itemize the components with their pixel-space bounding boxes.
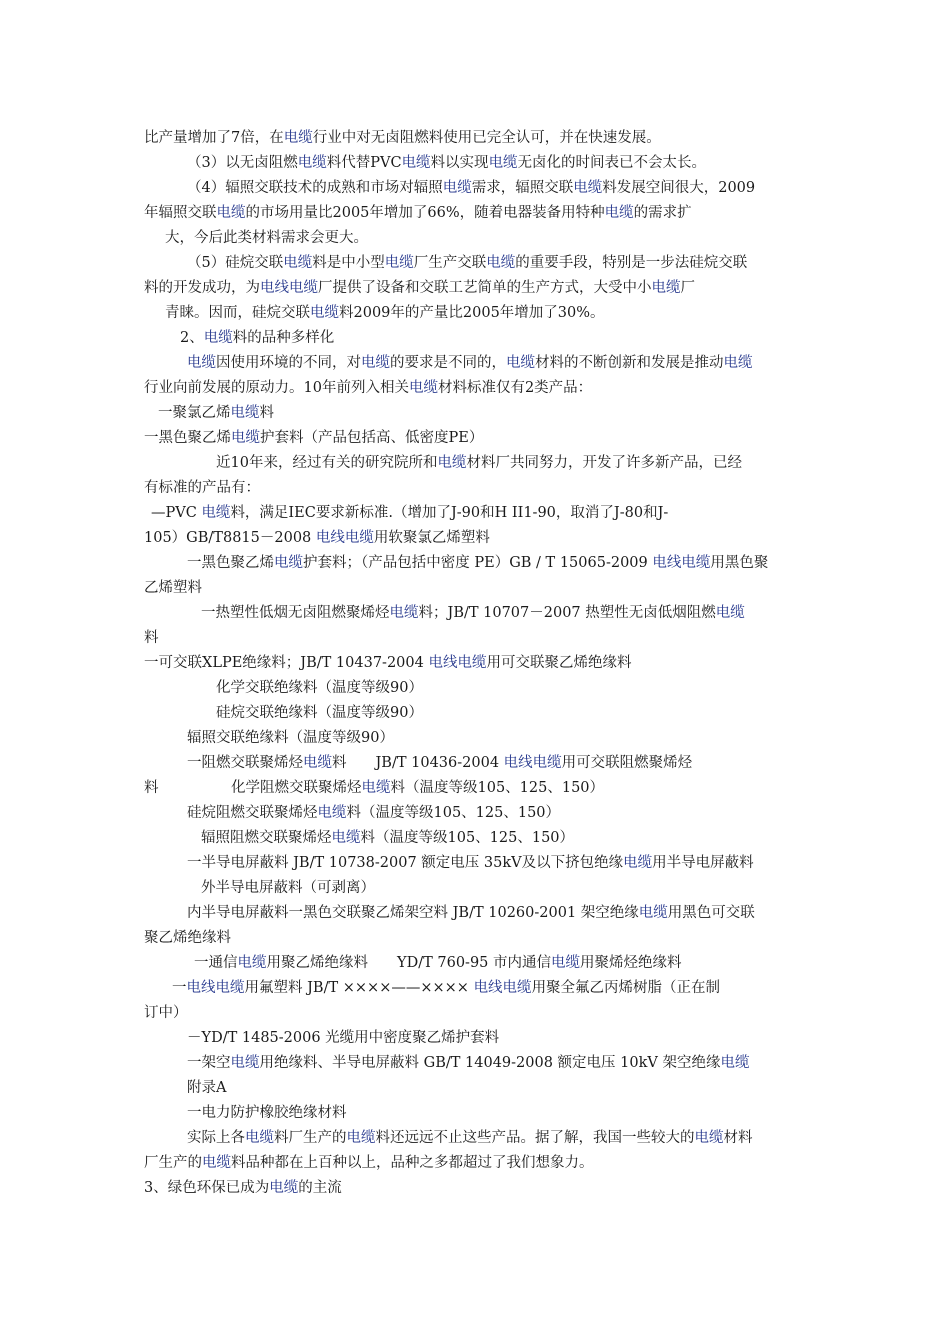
- text-line: [144, 128, 661, 148]
- text-segment: （4）辐照交联技术的成熟和市场对辐照: [187, 180, 443, 196]
- list-item: [172, 978, 720, 998]
- keyword-link[interactable]: 电缆: [720, 1055, 750, 1071]
- text-line: [187, 178, 755, 198]
- keyword-link[interactable]: 电缆: [346, 1130, 376, 1146]
- text-segment: 料品种都在上百种以上，品种之多都超过了我们想象力。: [231, 1155, 594, 1171]
- keyword-link[interactable]: 电缆: [604, 205, 634, 221]
- text-line: [165, 228, 368, 248]
- keyword-link[interactable]: 电缆: [408, 380, 438, 396]
- text-segment: 行业中对无卤阻燃料使用已完全认可，并在快速发展。: [312, 130, 661, 146]
- text-line: [187, 903, 755, 923]
- text-segment: 乙烯塑料: [144, 580, 202, 596]
- text-segment: 需求，辐照交联: [471, 180, 574, 196]
- text-segment: 内半导电屏蔽料一黑色交联聚乙烯架空料 JB/T 10260-2001 架空绝缘: [187, 905, 639, 921]
- text-segment: 料是中小型: [312, 255, 385, 271]
- text-segment: 105）GB/T8815－2008: [144, 530, 316, 546]
- keyword-link[interactable]: 电缆: [274, 555, 303, 571]
- text-segment: 一电力防护橡胶绝缘材料: [187, 1105, 347, 1121]
- text-segment: 用可交联阻燃聚烯烃: [561, 755, 693, 771]
- text-segment: 用聚烯烃绝缘料: [580, 955, 682, 971]
- text-segment: 比产量增加了7倍，在: [144, 130, 284, 146]
- text-line: [187, 728, 394, 748]
- text-segment: 外半导电屏蔽料（可剥离）: [201, 880, 375, 896]
- text-segment: 的需求扩: [633, 205, 692, 221]
- keyword-link[interactable]: 电缆: [201, 505, 231, 521]
- text-segment: 一阻燃交联聚烯烃: [187, 755, 303, 771]
- keyword-link[interactable]: 电缆: [187, 355, 216, 371]
- text-segment: 料2009年的产量比2005年增加了30%。: [339, 305, 605, 321]
- text-line: [144, 778, 604, 798]
- text-line: [165, 303, 605, 323]
- text-line: [144, 478, 260, 498]
- keyword-link[interactable]: 电线电缆: [473, 980, 532, 996]
- text-segment: （5）硅烷交联: [187, 255, 284, 271]
- keyword-link[interactable]: 电缆: [715, 605, 745, 621]
- text-segment: 年辐照交联: [144, 205, 217, 221]
- keyword-link[interactable]: 电缆: [297, 155, 327, 171]
- keyword-link[interactable]: 电线电缆: [260, 280, 318, 296]
- list-item: [151, 503, 668, 523]
- text-segment: 行业向前发展的原动力。10年前列入相关: [144, 380, 409, 396]
- text-line: [144, 278, 695, 298]
- text-line: [187, 803, 560, 823]
- keyword-link[interactable]: 电缆: [283, 255, 313, 271]
- list-item: [187, 853, 754, 873]
- text-segment: 的重要手段，特别是一步法硅烷交联: [515, 255, 748, 271]
- section-heading: [180, 328, 334, 348]
- text-line: [187, 153, 706, 173]
- keyword-link[interactable]: 电线电缆: [503, 755, 562, 771]
- text-segment: 料；JB/T 10707－2007 热塑性无卤低烟阻燃: [418, 605, 716, 621]
- keyword-link[interactable]: 电线电缆: [315, 530, 374, 546]
- keyword-link[interactable]: 电线电缆: [428, 655, 487, 671]
- keyword-link[interactable]: 电缆: [310, 305, 339, 321]
- list-item: [194, 953, 682, 973]
- text-segment: 用半导电屏蔽料: [652, 855, 754, 871]
- text-segment: 3、绿色环保已成为: [144, 1180, 270, 1196]
- text-line: [216, 678, 423, 698]
- text-segment: 料: [259, 405, 274, 421]
- list-item: [187, 1103, 347, 1123]
- keyword-link[interactable]: 电缆: [237, 955, 267, 971]
- text-segment: 有标准的产品有：: [144, 480, 260, 496]
- text-segment: 料，满足IEC要求新标准.（增加了J-90和H II1-90，取消了J-80和J-: [230, 505, 669, 521]
- text-segment: 料的开发成功，为: [144, 280, 260, 296]
- list-item: [187, 753, 692, 773]
- keyword-link[interactable]: 电缆: [638, 905, 668, 921]
- text-segment: 聚乙烯绝缘料: [144, 930, 231, 946]
- text-segment: 辐照阻燃交联聚烯烃: [201, 830, 332, 846]
- text-segment: —PVC: [151, 505, 202, 521]
- text-segment: 料发展空间很大，2009: [602, 180, 756, 196]
- text-segment: 的市场用量比2005年增加了66%，随着电器装备用特种: [245, 205, 605, 221]
- text-segment: （3）以无卤阻燃: [187, 155, 298, 171]
- text-segment: 料以实现: [430, 155, 489, 171]
- keyword-link[interactable]: 电缆: [361, 355, 390, 371]
- list-item: [144, 653, 631, 673]
- text-line: [144, 528, 490, 548]
- text-segment: 的主流: [298, 1180, 342, 1196]
- text-segment: 厂: [680, 280, 695, 296]
- keyword-link[interactable]: 电缆: [651, 280, 681, 296]
- text-segment: 用聚乙烯绝缘料 YD/T 760-95 市内通信: [266, 955, 551, 971]
- text-segment: 用聚全氟乙丙烯树脂（正在制: [531, 980, 721, 996]
- text-segment: 厂生产的: [144, 1155, 202, 1171]
- text-segment: 硅烷交联绝缘料（温度等级90）: [216, 705, 423, 721]
- text-segment: 厂提供了设备和交联工艺简单的生产方式，大受中小: [318, 280, 652, 296]
- text-segment: 青睐。因而，硅烷交联: [165, 305, 310, 321]
- text-segment: 护套料；（产品包括中密度 PE）GB / T 15065-2009: [303, 555, 653, 571]
- text-segment: 材料: [723, 1130, 753, 1146]
- keyword-link[interactable]: 电缆: [486, 255, 516, 271]
- text-segment: 料（温度等级105、125、150）: [390, 780, 605, 796]
- text-segment: 料: [144, 630, 159, 646]
- keyword-link[interactable]: 电缆: [230, 1055, 260, 1071]
- keyword-link[interactable]: 电缆: [573, 180, 603, 196]
- section-heading: [144, 1178, 342, 1198]
- text-segment: 一热塑性低烟无卤阻燃聚烯烃: [201, 605, 390, 621]
- text-line: [201, 828, 574, 848]
- text-line: [216, 453, 742, 473]
- text-line: [187, 253, 747, 273]
- text-line: [144, 578, 202, 598]
- text-segment: 的要求是不同的，: [390, 355, 506, 371]
- keyword-link[interactable]: 电缆: [283, 130, 313, 146]
- keyword-link[interactable]: 电缆: [230, 405, 260, 421]
- text-segment: 料代替PVC: [326, 155, 402, 171]
- text-segment: 料厂生产的: [274, 1130, 347, 1146]
- list-item: [201, 603, 745, 623]
- keyword-link[interactable]: 电缆: [303, 755, 332, 771]
- text-segment: 材料标准仅有2类产品：: [437, 380, 593, 396]
- text-segment: 一黑色聚乙烯: [144, 430, 231, 446]
- text-segment: 用绝缘料、半导电屏蔽料 GB/T 14049-2008 额定电压 10kV 架空绝缘: [259, 1055, 721, 1071]
- text-segment: 材料厂共同努力，开发了许多新产品，已经: [466, 455, 742, 471]
- text-line: [144, 928, 231, 948]
- keyword-link[interactable]: 电缆: [488, 155, 518, 171]
- text-segment: 料（温度等级105、125、150）: [360, 830, 575, 846]
- keyword-link[interactable]: 电缆: [203, 330, 233, 346]
- text-segment: 硅烷阻燃交联聚烯烃: [187, 805, 318, 821]
- keyword-link[interactable]: 电缆: [245, 1130, 274, 1146]
- text-line: [187, 1078, 226, 1098]
- text-segment: 无卤化的时间表已不会太长。: [517, 155, 707, 171]
- keyword-link[interactable]: 电缆: [331, 830, 361, 846]
- text-segment: 料（温度等级105、125、150）: [346, 805, 561, 821]
- text-line: [144, 628, 159, 648]
- text-segment: 用黑色聚: [710, 555, 769, 571]
- keyword-link[interactable]: 电缆: [437, 455, 467, 471]
- keyword-link[interactable]: 电缆: [384, 255, 414, 271]
- keyword-link[interactable]: 电缆: [317, 805, 347, 821]
- text-line: [187, 353, 753, 373]
- keyword-link[interactable]: 电缆: [623, 855, 653, 871]
- list-item: [187, 1053, 749, 1073]
- text-segment: 辐照交联绝缘料（温度等级90）: [187, 730, 394, 746]
- keyword-link[interactable]: 电缆: [389, 605, 419, 621]
- text-segment: 附录A: [187, 1080, 227, 1096]
- text-line: [201, 878, 375, 898]
- text-segment: 大，今后此类材料需求会更大。: [165, 230, 368, 246]
- text-segment: 一通信: [194, 955, 238, 971]
- text-segment: 一: [172, 980, 187, 996]
- text-line: [216, 703, 423, 723]
- list-item: [144, 428, 483, 448]
- keyword-link[interactable]: 电缆: [231, 430, 260, 446]
- keyword-link[interactable]: 电缆: [202, 1155, 231, 1171]
- text-segment: 一黑色聚乙烯: [187, 555, 274, 571]
- keyword-link[interactable]: 电线电缆: [652, 555, 711, 571]
- keyword-link[interactable]: 电缆: [723, 355, 753, 371]
- text-line: [144, 1153, 594, 1173]
- text-segment: 一架空: [187, 1055, 231, 1071]
- text-segment: 用氟塑料 JB/T ××××——××××: [244, 980, 474, 996]
- text-segment: 化学交联绝缘料（温度等级90）: [216, 680, 423, 696]
- text-segment: 2、: [180, 330, 204, 346]
- text-segment: 订中）: [144, 1005, 188, 1021]
- text-segment: 用黑色可交联: [667, 905, 755, 921]
- keyword-link[interactable]: 电缆: [551, 955, 580, 971]
- list-item: [187, 553, 768, 573]
- text-segment: 护套料（产品包括高、低密度PE）: [260, 430, 484, 446]
- text-segment: 实际上各: [187, 1130, 245, 1146]
- text-line: [144, 378, 592, 398]
- text-segment: 厂生产交联: [413, 255, 487, 271]
- text-segment: 料还远远不止这些产品。据了解，我国一些较大的: [375, 1130, 695, 1146]
- text-segment: 一聚氯乙烯: [158, 405, 231, 421]
- text-segment: 一半导电屏蔽料 JB/T 10738-2007 额定电压 35kV及以下挤包绝缘: [187, 855, 624, 871]
- text-segment: 料 化学阻燃交联聚烯烃: [144, 780, 362, 796]
- text-segment: 料 JB/T 10436-2004: [332, 755, 504, 771]
- list-item: [158, 403, 274, 423]
- text-segment: 因使用环境的不同，对: [216, 355, 361, 371]
- list-item: [187, 1028, 499, 1048]
- text-line: [187, 1128, 753, 1148]
- keyword-link[interactable]: 电缆: [694, 1130, 724, 1146]
- text-segment: －YD/T 1485-2006 光缆用中密度聚乙烯护套料: [187, 1030, 500, 1046]
- keyword-link[interactable]: 电缆: [269, 1180, 299, 1196]
- text-segment: 材料的不断创新和发展是推动: [535, 355, 724, 371]
- keyword-link[interactable]: 电缆: [401, 155, 431, 171]
- text-segment: 料的品种多样化: [232, 330, 335, 346]
- keyword-link[interactable]: 电缆: [506, 355, 535, 371]
- text-line: [144, 1003, 188, 1023]
- text-segment: 用软聚氯乙烯塑料: [373, 530, 490, 546]
- text-line: [144, 203, 692, 223]
- text-segment: 近10年来，经过有关的研究院所和: [216, 455, 438, 471]
- text-segment: 一可交联XLPE绝缘料；JB/T 10437-2004: [144, 655, 429, 671]
- keyword-link[interactable]: 电线电缆: [186, 980, 245, 996]
- text-segment: 用可交联聚乙烯绝缘料: [486, 655, 632, 671]
- keyword-link[interactable]: 电缆: [216, 205, 246, 221]
- keyword-link[interactable]: 电缆: [442, 180, 472, 196]
- keyword-link[interactable]: 电缆: [361, 780, 391, 796]
